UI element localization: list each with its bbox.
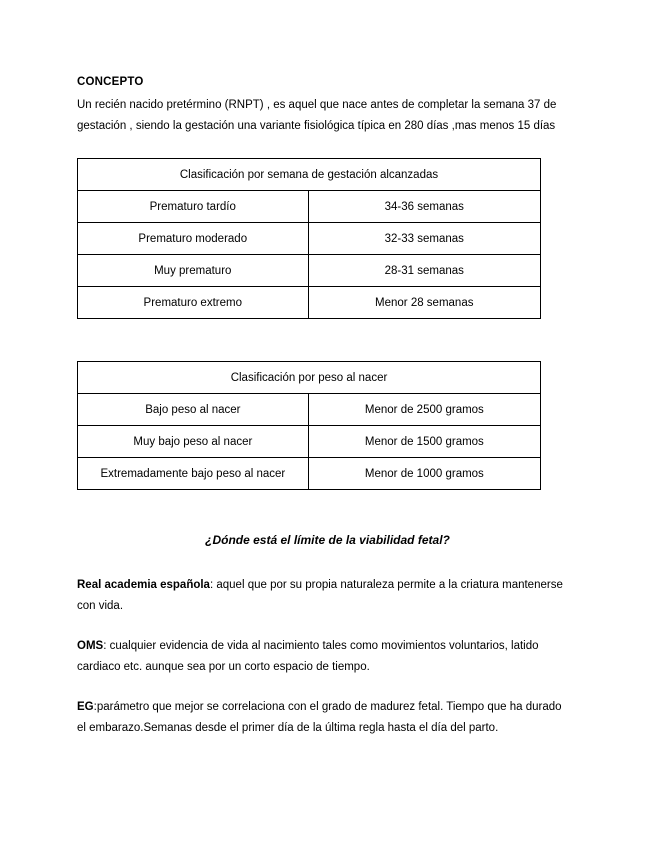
table-caption: Clasificación por peso al nacer <box>78 362 541 394</box>
definition-eg <box>77 697 582 739</box>
table-cell-value: Menor de 1000 gramos <box>308 458 540 490</box>
gestation-classification-table <box>77 158 541 319</box>
concept-heading: CONCEPTO <box>77 76 144 88</box>
table-cell-category: Prematuro tardío <box>78 191 309 223</box>
table-caption: Clasificación por semana de gestación alcanzadas <box>78 159 541 191</box>
table-cell-value: Menor de 1500 gramos <box>308 426 540 458</box>
definition-oms <box>77 636 582 678</box>
table-cell-value: Menor 28 semanas <box>308 287 540 319</box>
table-cell-category: Prematuro extremo <box>78 287 309 319</box>
definition-line-1 <box>77 636 582 657</box>
table-row <box>78 287 541 319</box>
definition-text: : aquel que por su propia naturaleza permite a la criatura mantenerse <box>209 579 563 591</box>
table-cell-category: Muy bajo peso al nacer <box>78 426 309 458</box>
concept-paragraph <box>77 95 582 137</box>
table-cell-value: 34-36 semanas <box>308 191 540 223</box>
table-row <box>78 426 541 458</box>
definition-line-1 <box>77 575 582 596</box>
definition-term: EG <box>77 701 94 713</box>
definition-line-2: con vida. <box>77 600 124 612</box>
concept-line-1: Un recién nacido pretérmino (RNPT) , es aquel que nace antes de completar la semana 37 de <box>77 99 557 111</box>
definition-line-2: el embarazo.Semanas desde el primer día de la última regla hasta el día del parto. <box>77 722 499 734</box>
concept-line-2: gestación , siendo la gestación una variante fisiológica típica en 280 días ,mas menos 15 días <box>77 120 556 132</box>
table-cell-category: Extremadamente bajo peso al nacer <box>78 458 309 490</box>
table-cell-value: 28-31 semanas <box>308 255 540 287</box>
table-row <box>78 191 541 223</box>
definition-line-1 <box>77 697 582 718</box>
table-cell-value: 32-33 semanas <box>308 223 540 255</box>
table-cell-category: Muy prematuro <box>78 255 309 287</box>
table-row <box>78 394 541 426</box>
table-cell-category: Prematuro moderado <box>78 223 309 255</box>
table-caption-row <box>78 159 541 191</box>
table-row <box>78 255 541 287</box>
viability-question: ¿Dónde está el límite de la viabilidad fetal? <box>205 533 450 547</box>
table-cell-value: Menor de 2500 gramos <box>308 394 540 426</box>
definition-rae <box>77 575 582 617</box>
definition-term: OMS <box>77 640 104 652</box>
table-cell-category: Bajo peso al nacer <box>78 394 309 426</box>
table-caption-row <box>78 362 541 394</box>
definition-text: : cualquier evidencia de vida al nacimiento tales como movimientos voluntarios, latido <box>103 640 539 652</box>
definition-term: Real academia española <box>77 579 210 591</box>
table-row <box>78 223 541 255</box>
definition-line-2: cardiaco etc. aunque sea por un corto espacio de tiempo. <box>77 661 370 673</box>
definition-text: :parámetro que mejor se correlaciona con el grado de madurez fetal. Tiempo que ha durado <box>93 701 562 713</box>
table-row <box>78 458 541 490</box>
birth-weight-classification-table <box>77 361 541 490</box>
